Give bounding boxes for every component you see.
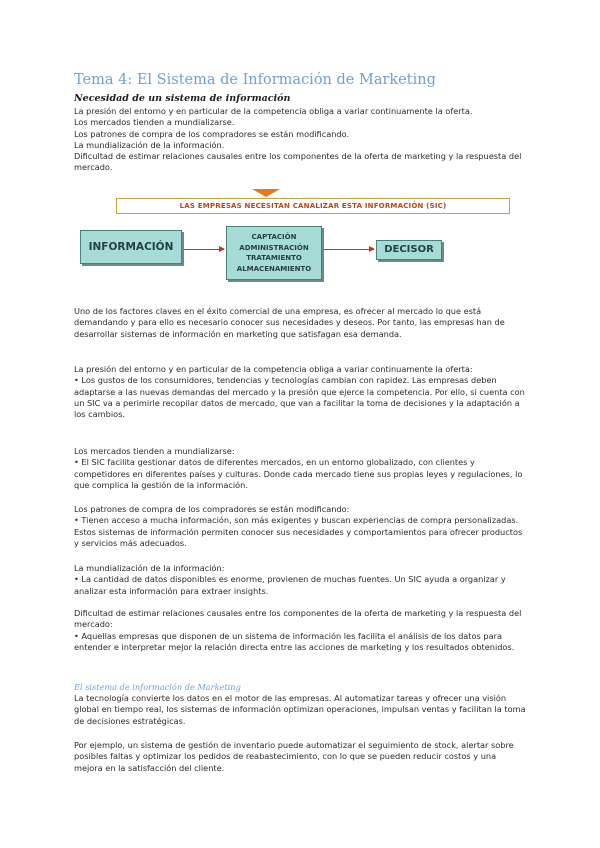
page-title: Tema 4: El Sistema de Información de Marketing — [74, 72, 436, 88]
section-heading: La mundialización de la información: — [74, 563, 225, 573]
diagram-banner: LAS EMPRESAS NECESITAN CANALIZAR ESTA INFORMACIÓN (SIC) — [116, 198, 510, 214]
right-arrow-icon — [184, 249, 224, 250]
processing-step: CAPTACIÓN — [251, 233, 297, 241]
section-block — [74, 563, 526, 597]
section-heading-need: Necesidad de un sistema de información — [74, 93, 291, 104]
intro-item: Los mercados tienden a mundializarse. — [74, 117, 235, 128]
section-heading: Los mercados tienden a mundializarse: — [74, 446, 235, 456]
intro-item: La mundialización de la información. — [74, 139, 225, 150]
section-bullet: • Aquellas empresas que disponen de un sistema de información les facilita el análisis de los datos para entender e interpretar mejor la relación directa entre las acciones de marketing y los resultados obtenidos. — [74, 630, 515, 652]
section-bullet: • La cantidad de datos disponibles es enorme, provienen de muchas fuentes. Un SIC ayuda a organizar y analizar esta información para extraer insights. — [74, 574, 506, 596]
decisor-box: DECISOR — [376, 240, 442, 260]
intro-item: Dificultad de estimar relaciones causales entre los componentes de la oferta de marketing y la respuesta del mercado. — [74, 151, 522, 173]
section-heading: Dificultad de estimar relaciones causales entre los componentes de la oferta de marketing y la respuesta del mercado: — [74, 608, 522, 630]
section-bullet: • Tienen acceso a mucha información, son más exigentes y buscan experiencias de compra personalizadas. Estos sistemas de información permiten conocer sus necesidades y comportamientos para ofrecer productos y servicios más adecuados. — [74, 515, 523, 548]
down-arrow-icon — [252, 189, 280, 197]
section-bullet: • Los gustos de los consumidores, tendencias y tecnologías cambian con rapidez. Las empresas deben adaptarse a las nuevas demandas del mercado y la presión que ejerce la competencia. Por ello, si cuenta con un SIC va a perimirle recopilar datos de mercado, que van a facilitar la toma de decisiones y la adaptación a los cambios. — [74, 375, 525, 420]
body-paragraph: Uno de los factores claves en el éxito comercial de una empresa, es ofrecer al mercado lo que está demandando y para ello es necesario conocer sus necesidades y deseos. Por tanto, las empresas han de desarrollar sistemas de información en marketing que satisfagan esa demanda. — [74, 306, 505, 339]
section-heading: Los patrones de compra de los compradores se están modificando: — [74, 504, 350, 514]
information-box: INFORMACIÓN — [80, 230, 182, 264]
section-heading-sim: El sistema de información de Marketing — [74, 682, 241, 692]
intro-item: La presión del entorno y en particular de la competencia obliga a variar continuamente la oferta. — [74, 106, 473, 116]
processing-step: ADMINISTRACIÓN — [239, 243, 309, 252]
section-block — [74, 446, 526, 491]
body-paragraph: La tecnología convierte los datos en el motor de las empresas. Al automatizar tareas y ofrecer una visión global en tiempo real, los sistemas de información optimizan operaciones, impulsan ventas y facilitan la toma de decisiones estratégicas. — [74, 693, 526, 726]
intro-list — [74, 106, 526, 174]
section-block — [74, 608, 526, 653]
section-bullet: • El SIC facilita gestionar datos de diferentes mercados, en un entorno globalizado, con clientes y competidores en diferentes países y culturas. Donde cada mercado tiene sus propias leyes y regulaciones, lo que complica la gestión de la información. — [74, 457, 523, 490]
sic-diagram — [80, 186, 520, 286]
intro-item: Los patrones de compra de los compradores se están modificando. — [74, 128, 350, 139]
processing-step: ALMACENAMIENTO — [236, 264, 312, 273]
processing-box — [226, 226, 322, 280]
section-heading: La presión del entorno y en particular de la competencia obliga a variar continuamente la oferta: — [74, 364, 473, 374]
section-block — [74, 364, 526, 420]
body-paragraph: Por ejemplo, un sistema de gestión de inventario puede automatizar el seguimiento de stock, alertar sobre posibles faltas y optimizar los pedidos de reabastecimiento, con lo que se pueden reducir costos y una mejora en la satisfacción del cliente. — [74, 740, 514, 773]
right-arrow-icon — [324, 249, 374, 250]
processing-step: TRATAMIENTO — [246, 254, 302, 262]
section-block — [74, 504, 526, 549]
